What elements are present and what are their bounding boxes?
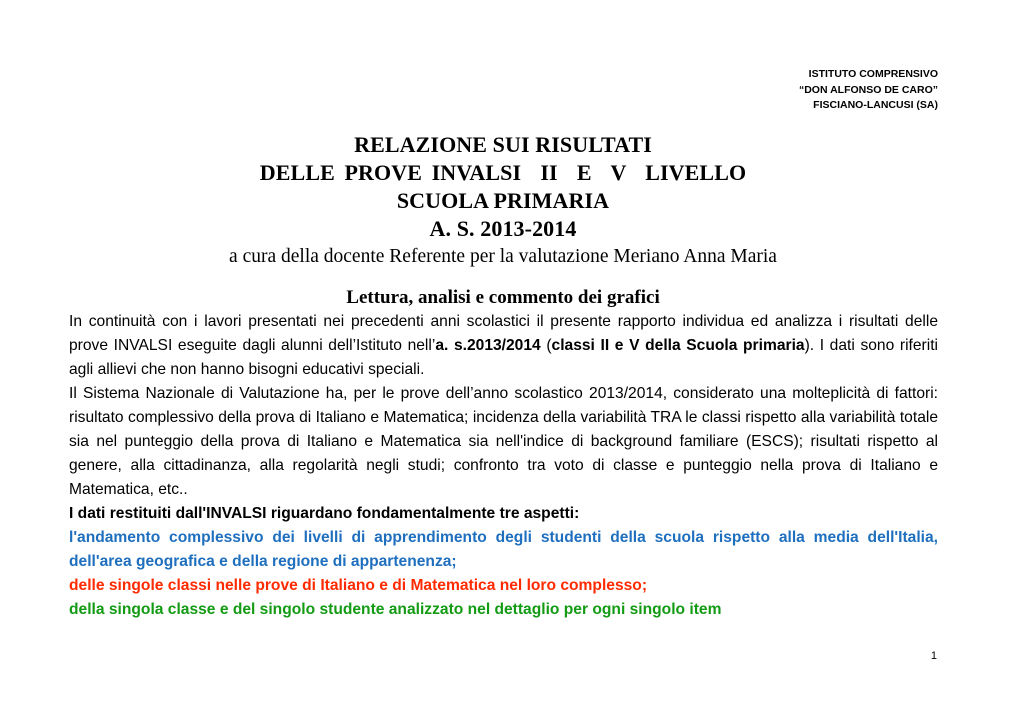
title-line-4: A. S. 2013-2014 [429,216,577,241]
aspect-item-2: delle singole classi nelle prove di Italiano e di Matematica nel loro complesso; [69,577,648,594]
aspect-item-1: l'andamento complessivo dei livelli di apprendimento degli studenti della scuola rispetto alla media dell'Italia, dell'area geografica e della regione di appartenenza; [69,529,938,570]
title-line-2: DELLE PROVE INVALSI II E V LIVELLO [259,160,747,185]
aspect-item-3: della singola classe e del singolo studente analizzato nel dettaglio per ogni singolo item [69,601,722,618]
paragraph-1-text-b: ( [540,337,552,354]
school-header-line-2: “DON ALFONSO DE CARO” [798,83,938,96]
document-title [0,131,1006,269]
title-line-1: RELAZIONE SUI RISULTATI [354,132,652,157]
title-line-3: SCUOLA PRIMARIA [396,188,610,213]
body-text [69,310,938,622]
school-header-line-3: FISCIANO-LANCUSI (SA) [813,99,938,111]
paragraph-1-classes: classi II e V della Scuola primaria [551,337,805,354]
paragraph-1 [69,310,938,382]
paragraph-1-text-a: In continuità con i lavori presentati nei precedenti anni scolastici il presente rapporto individua ed analizza i risultati delle prove INVALSI eseguite dagli alunni dell’Istituto nell’ [69,313,938,354]
school-header [799,67,938,114]
paragraph-2: Il Sistema Nazionale di Valutazione ha, per le prove dell’anno scolastico 2013/2014, considerato una molteplicità di fattori: risultato complessivo della prova di Italiano e Matematica; incidenza della variabilità TRA le classi rispetto alla variabilità totale sia nel punteggio della prova di Italiano e Matematica sia nell'indice di background familiare (ESCS); risultati rispetto al genere, alla cittadinanza, alla regolarità negli studi; confronto tra voto di classe e punteggio nella prova di Italiano e Matematica, etc.. [69,385,938,498]
document-subtitle: a cura della docente Referente per la valutazione Meriano Anna Maria [229,246,777,267]
paragraph-1-text-c: ). I dati sono riferiti agli allievi che non hanno bisogni educativi speciali. [69,337,939,378]
section-heading: Lettura, analisi e commento dei grafici [346,287,660,308]
school-header-line-1: ISTITUTO COMPRENSIVO [808,68,938,80]
page-number: 1 [930,650,937,662]
paragraph-1-school-year: a. s.2013/2014 [435,337,541,354]
aspects-intro: I dati restituiti dall'INVALSI riguardano fondamentalmente tre aspetti: [69,505,580,522]
